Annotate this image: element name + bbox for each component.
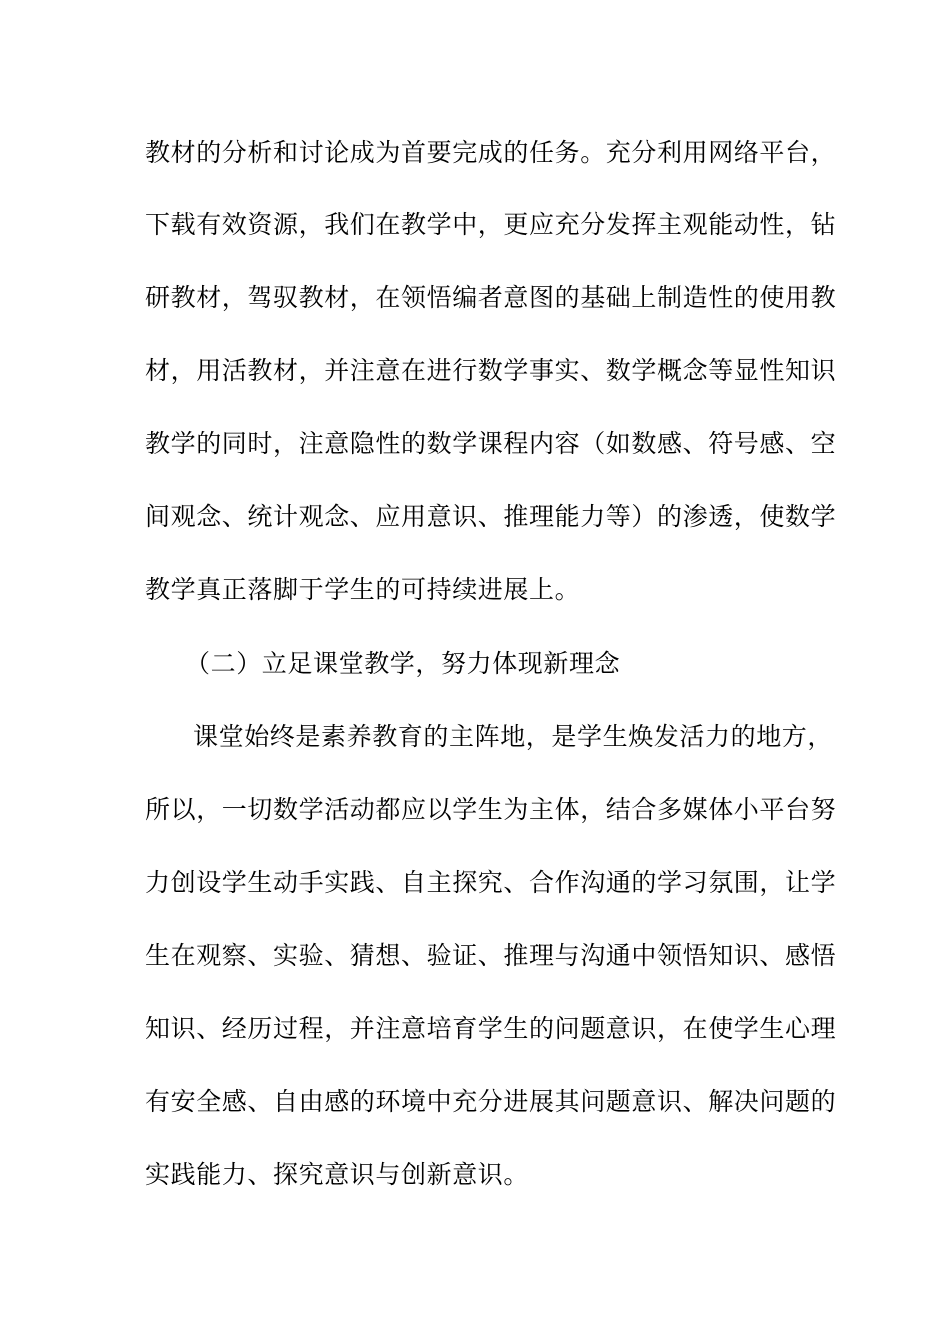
paragraph-line-5: 教学的同时，注意隐性的数学课程内容（如数感、符号感、空 bbox=[145, 429, 837, 458]
section-heading: （二）立足课堂教学，努力体现新理念 bbox=[185, 649, 621, 678]
paragraph-line-14: 实践能力、探究意识与创新意识。 bbox=[145, 1160, 530, 1189]
paragraph-line-6: 间观念、统计观念、应用意识、推理能力等）的渗透，使数学 bbox=[145, 502, 837, 531]
paragraph-line-8: 课堂始终是素养教育的主阵地，是学生焕发活力的地方， bbox=[193, 722, 834, 751]
paragraph-line-13: 有安全感、自由感的环境中充分进展其问题意识、解决问题的 bbox=[145, 1087, 837, 1116]
paragraph-line-12: 知识、经历过程，并注意培育学生的问题意识，在使学生心理 bbox=[145, 1014, 837, 1043]
paragraph-line-7: 教学真正落脚于学生的可持续进展上。 bbox=[145, 575, 581, 604]
paragraph-line-3: 研教材，驾驭教材，在领悟编者意图的基础上制造性的使用教 bbox=[145, 283, 837, 312]
paragraph-line-4: 材，用活教材，并注意在进行数学事实、数学概念等显性知识 bbox=[145, 356, 837, 385]
paragraph-line-9: 所以，一切数学活动都应以学生为主体，结合多媒体小平台努 bbox=[145, 795, 837, 824]
paragraph-line-11: 生在观察、实验、猜想、验证、推理与沟通中领悟知识、感悟 bbox=[145, 941, 837, 970]
paragraph-line-2: 下载有效资源，我们在教学中，更应充分发挥主观能动性，钻 bbox=[145, 210, 837, 239]
paragraph-line-10: 力创设学生动手实践、自主探究、合作沟通的学习氛围，让学 bbox=[145, 868, 837, 897]
paragraph-line-1: 教材的分析和讨论成为首要完成的任务。充分利用网络平台， bbox=[145, 138, 837, 167]
